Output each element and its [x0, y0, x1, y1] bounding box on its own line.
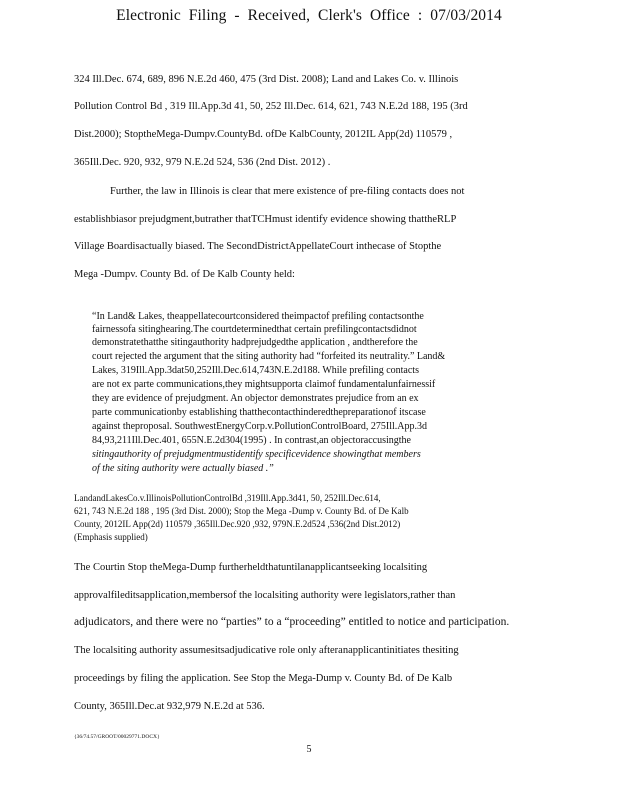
quote-line: court rejected the argument that the siting authority had “forfeited its neutrality.” Land& — [92, 351, 446, 362]
paragraph-line: Further, the law in Illinois is clear that mere existence of pre-filing contacts does not — [110, 186, 465, 197]
paragraph-line: Village Boardisactually biased. The SecondDistrictAppellateCourt inthecase of Stopthe — [74, 241, 442, 252]
quote-line: Lakes, 319Ill.App.3dat50,252Ill.Dec.614,743N.E.2d188. While prefiling contacts — [92, 365, 419, 376]
text-line: Pollution Control Bd , 319 Ill.App.3d 41, 50, 252 Ill.Dec. 614, 621, 743 N.E.2d 188, 195 (3rd — [74, 101, 468, 112]
text-line: 365Ill.Dec. 920, 932, 979 N.E.2d 524, 536 (2nd Dist. 2012) . — [74, 157, 331, 168]
quote-line: of the siting authority were actually biased .” — [92, 463, 274, 474]
document-id: {36/74.57/GROOT/00029771.DOCX} — [74, 734, 160, 740]
quote-line: sitingauthority of prejudgmentmustidentify specificevidence showingthat members — [92, 449, 421, 460]
citation-line: (Emphasis supplied) — [74, 532, 148, 542]
quote-line: fairnessofa sitinghearing.The courtdeterminedthat certain prefilingcontactsdidnot — [92, 324, 417, 335]
paragraph-line: The localsiting authority assumesitsadjudicative role only afteranapplicantinitiates thesiting — [74, 645, 459, 656]
paragraph-line: proceedings by filing the application. See Stop the Mega-Dump v. County Bd. of De Kalb — [74, 673, 453, 684]
quote-line: demonstratethatthe sitingauthority hadprejudgedthe application , andtherefore the — [92, 337, 418, 348]
quote-line: parte communicationby establishing thatthecontacthinderedthepreparationof itscase — [92, 407, 426, 418]
paragraph-line: Mega -Dumpv. County Bd. of De Kalb County held: — [74, 269, 295, 280]
quote-line: they are evidence of prejudgment. An objector demonstrates prejudice from an ex — [92, 393, 419, 404]
page-number: 5 — [306, 744, 312, 755]
paragraph-line: County, 365Ill.Dec.at 932,979 N.E.2d at 536. — [74, 701, 265, 712]
paragraph-line: approvalfileditsapplication,membersof the localsiting authority were legislators,rather than — [74, 590, 456, 601]
citation-line: 621, 743 N.E.2d 188 , 195 (3rd Dist. 2000); Stop the Mega -Dump v. County Bd. of De Kalb — [74, 506, 409, 516]
quote-line: “In Land& Lakes, theappellatecourtconsidered theimpactof prefiling contactsonthe — [92, 311, 424, 322]
filing-header: Electronic Filing - Received, Clerk's Office : 07/03/2014 — [116, 7, 502, 24]
paragraph-line: establishbiasor prejudgment,butrather thatTCHmust identify evidence showing thattheRLP — [74, 214, 457, 225]
quote-line: 84,93,211Ill.Dec.401, 655N.E.2d304(1995) . In contrast,an objectoraccusingthe — [92, 435, 411, 446]
text-line: 324 Ill.Dec. 674, 689, 896 N.E.2d 460, 475 (3rd Dist. 2008); Land and Lakes Co. v. Illinois — [74, 74, 459, 85]
citation-line: County, 2012IL App(2d) 110579 ,365Ill.Dec.920 ,932, 979N.E.2d524 ,536(2nd Dist.2012) — [74, 519, 401, 529]
paragraph-line: adjudicators, and there were no “parties” to a “proceeding” entitled to notice and participation. — [74, 616, 510, 628]
quote-line: are not ex parte communications,they mightsupporta claimof fundamentalunfairnessif — [92, 379, 436, 390]
quote-line: against theproposal. SouthwestEnergyCorp.v.PollutionControlBoard, 275Ill.App.3d — [92, 421, 427, 432]
citation-line: LandandLakesCo.v.IllinoisPollutionControlBd ,319Ill.App.3d41, 50, 252Ill.Dec.614, — [74, 493, 381, 503]
paragraph-line: The Courtin Stop theMega-Dump furtherheldthatuntilanapplicantseeking localsiting — [74, 562, 428, 573]
text-line: Dist.2000); StoptheMega-Dumpv.CountyBd. ofDe KalbCounty, 2012IL App(2d) 110579 , — [74, 129, 453, 140]
